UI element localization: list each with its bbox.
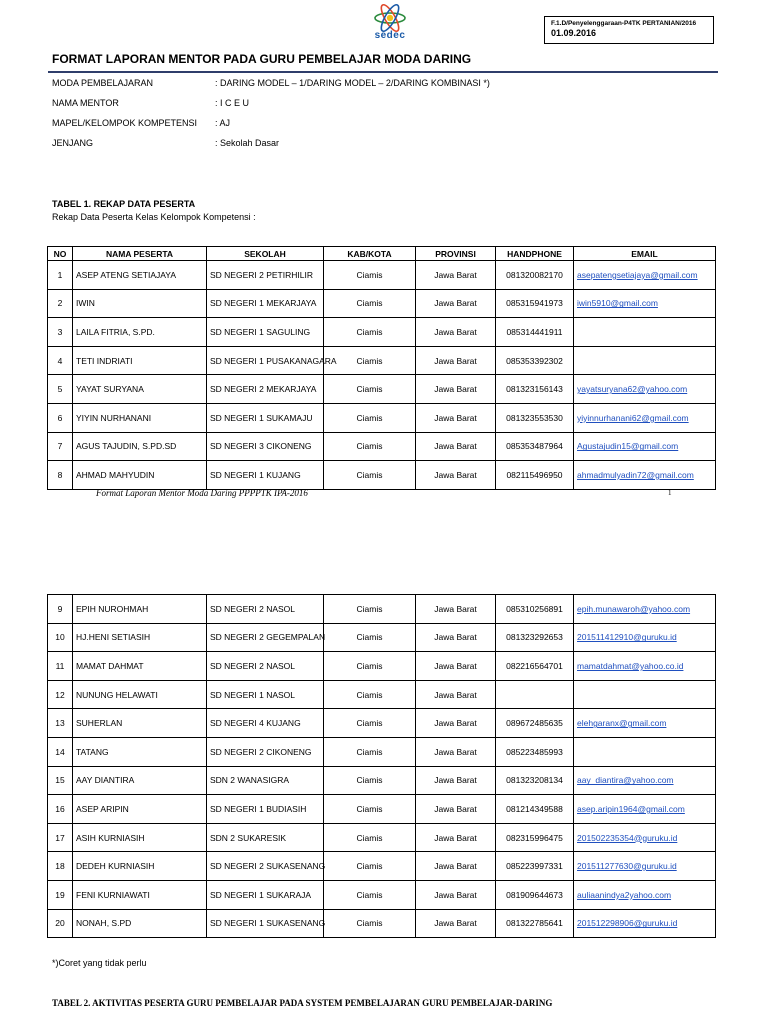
cell-kab: Ciamis bbox=[324, 652, 416, 681]
cell-nama: MAMAT DAHMAT bbox=[73, 652, 207, 681]
cell-email[interactable]: aay_diantira@yahoo.com bbox=[574, 766, 716, 795]
cell-handphone: 081323553530 bbox=[496, 403, 574, 432]
cell-email[interactable]: 201512298906@guruku.id bbox=[574, 909, 716, 938]
cell-nama: ASEP ARIPIN bbox=[73, 795, 207, 824]
cell-nama: LAILA FITRIA, S.PD. bbox=[73, 318, 207, 347]
header-nama: NAMA PESERTA bbox=[73, 247, 207, 261]
cell-kab: Ciamis bbox=[324, 595, 416, 624]
cell-no: 5 bbox=[48, 375, 73, 404]
cell-provinsi: Jawa Barat bbox=[416, 795, 496, 824]
cell-kab: Ciamis bbox=[324, 795, 416, 824]
cell-provinsi: Jawa Barat bbox=[416, 680, 496, 709]
cell-handphone bbox=[496, 680, 574, 709]
table-row bbox=[48, 766, 716, 795]
cell-handphone: 085353487964 bbox=[496, 432, 574, 461]
cell-handphone: 089672485635 bbox=[496, 709, 574, 738]
cell-email[interactable]: asep.aripin1964@gmail.com bbox=[574, 795, 716, 824]
cell-provinsi: Jawa Barat bbox=[416, 909, 496, 938]
cell-sekolah: SD NEGERI 1 SUKAMAJU bbox=[207, 403, 324, 432]
cell-handphone: 082216564701 bbox=[496, 652, 574, 681]
cell-provinsi: Jawa Barat bbox=[416, 852, 496, 881]
cell-nama: AAY DIANTIRA bbox=[73, 766, 207, 795]
cell-email[interactable]: elehgaranx@gmail.com bbox=[574, 709, 716, 738]
cell-no: 4 bbox=[48, 346, 73, 375]
table-row bbox=[48, 403, 716, 432]
cell-handphone: 085310256891 bbox=[496, 595, 574, 624]
cell-no: 8 bbox=[48, 461, 73, 490]
cell-provinsi: Jawa Barat bbox=[416, 709, 496, 738]
table-row bbox=[48, 737, 716, 766]
cell-nama: AGUS TAJUDIN, S.PD.SD bbox=[73, 432, 207, 461]
cell-email[interactable]: epih.munawaroh@yahoo.com bbox=[574, 595, 716, 624]
cell-email[interactable]: ahmadmulyadin72@gmail.com bbox=[574, 461, 716, 490]
table-row bbox=[48, 795, 716, 824]
header-email: EMAIL bbox=[574, 247, 716, 261]
cell-handphone: 081323292653 bbox=[496, 623, 574, 652]
table2-title: TABEL 2. AKTIVITAS PESERTA GURU PEMBELAJAR PADA SYSTEM PEMBELAJARAN GURU PEMBELAJAR-DARING bbox=[52, 998, 553, 1008]
cell-provinsi: Jawa Barat bbox=[416, 289, 496, 318]
cell-email bbox=[574, 737, 716, 766]
table-row bbox=[48, 623, 716, 652]
cell-sekolah: SD NEGERI 1 SUKARAJA bbox=[207, 880, 324, 909]
cell-no: 20 bbox=[48, 909, 73, 938]
cell-email bbox=[574, 346, 716, 375]
cell-kab: Ciamis bbox=[324, 375, 416, 404]
document-date: 01.09.2016 bbox=[551, 28, 597, 38]
page-title: FORMAT LAPORAN MENTOR PADA GURU PEMBELAJAR MODA DARING bbox=[52, 52, 472, 66]
logo-text: sedec bbox=[374, 30, 406, 41]
cell-kab: Ciamis bbox=[324, 909, 416, 938]
cell-no: 9 bbox=[48, 595, 73, 624]
cell-no: 11 bbox=[48, 652, 73, 681]
cell-no: 1 bbox=[48, 261, 73, 290]
cell-provinsi: Jawa Barat bbox=[416, 766, 496, 795]
info-value-jenjang: : Sekolah Dasar bbox=[215, 138, 280, 148]
cell-kab: Ciamis bbox=[324, 403, 416, 432]
cell-handphone: 085315941973 bbox=[496, 289, 574, 318]
header-no: NO bbox=[48, 247, 73, 261]
cell-sekolah: SD NEGERI 2 NASOL bbox=[207, 652, 324, 681]
cell-sekolah: SD NEGERI 2 MEKARJAYA bbox=[207, 375, 324, 404]
cell-no: 7 bbox=[48, 432, 73, 461]
cell-provinsi: Jawa Barat bbox=[416, 346, 496, 375]
cell-email[interactable]: Agustajudin15@gmail.com bbox=[574, 432, 716, 461]
cell-handphone: 081320082170 bbox=[496, 261, 574, 290]
cell-provinsi: Jawa Barat bbox=[416, 652, 496, 681]
cell-kab: Ciamis bbox=[324, 709, 416, 738]
cell-email[interactable]: 201502235354@guruku.id bbox=[574, 823, 716, 852]
table-row bbox=[48, 680, 716, 709]
cell-sekolah: SD NEGERI 1 SAGULING bbox=[207, 318, 324, 347]
table-row bbox=[48, 346, 716, 375]
cell-nama: NUNUNG HELAWATI bbox=[73, 680, 207, 709]
cell-kab: Ciamis bbox=[324, 737, 416, 766]
cell-kab: Ciamis bbox=[324, 623, 416, 652]
table-row bbox=[48, 652, 716, 681]
cell-provinsi: Jawa Barat bbox=[416, 880, 496, 909]
table-row bbox=[48, 461, 716, 490]
info-value-mapel: : AJ bbox=[215, 118, 231, 128]
info-label-mapel: MAPEL/KELOMPOK KOMPETENSI bbox=[52, 118, 198, 128]
cell-nama: EPIH NUROHMAH bbox=[73, 595, 207, 624]
cell-sekolah: SD NEGERI 1 SUKASENANG bbox=[207, 909, 324, 938]
cell-sekolah: SD NEGERI 1 BUDIASIH bbox=[207, 795, 324, 824]
header-provinsi: PROVINSI bbox=[416, 247, 496, 261]
info-label-moda: MODA PEMBELAJARAN bbox=[52, 78, 154, 88]
cell-nama: FENI KURNIAWATI bbox=[73, 880, 207, 909]
cell-nama: IWIN bbox=[73, 289, 207, 318]
table-row bbox=[48, 909, 716, 938]
cell-kab: Ciamis bbox=[324, 346, 416, 375]
cell-handphone: 085223997331 bbox=[496, 852, 574, 881]
table-row bbox=[48, 375, 716, 404]
cell-provinsi: Jawa Barat bbox=[416, 623, 496, 652]
cell-no: 10 bbox=[48, 623, 73, 652]
cell-nama: YIYIN NURHANANI bbox=[73, 403, 207, 432]
table-row bbox=[48, 432, 716, 461]
cell-kab: Ciamis bbox=[324, 766, 416, 795]
cell-sekolah: SD NEGERI 1 PUSAKANAGARA bbox=[207, 346, 324, 375]
table-row bbox=[48, 823, 716, 852]
cell-email[interactable]: mamatdahmat@yahoo.co.id bbox=[574, 652, 716, 681]
cell-provinsi: Jawa Barat bbox=[416, 823, 496, 852]
cell-kab: Ciamis bbox=[324, 880, 416, 909]
header-sekolah: SEKOLAH bbox=[207, 247, 324, 261]
cell-kab: Ciamis bbox=[324, 432, 416, 461]
cell-sekolah: SD NEGERI 2 GEGEMPALAN bbox=[207, 623, 324, 652]
cell-email[interactable]: yiyinnurhanani62@gmail.com bbox=[574, 403, 716, 432]
cell-no: 15 bbox=[48, 766, 73, 795]
cell-sekolah: SD NEGERI 3 CIKONENG bbox=[207, 432, 324, 461]
info-label-jenjang: JENJANG bbox=[52, 138, 94, 148]
cell-handphone: 085223485993 bbox=[496, 737, 574, 766]
cell-provinsi: Jawa Barat bbox=[416, 318, 496, 347]
cell-email bbox=[574, 318, 716, 347]
cell-sekolah: SD NEGERI 2 NASOL bbox=[207, 595, 324, 624]
header-kab: KAB/KOTA bbox=[324, 247, 416, 261]
cell-handphone: 081909644673 bbox=[496, 880, 574, 909]
cell-no: 19 bbox=[48, 880, 73, 909]
cell-handphone: 081322785641 bbox=[496, 909, 574, 938]
table-row bbox=[48, 852, 716, 881]
title-divider bbox=[48, 71, 718, 73]
page-number: 1 bbox=[668, 489, 672, 497]
cell-provinsi: Jawa Barat bbox=[416, 432, 496, 461]
page-footer: Format Laporan Mentor Moda Daring PPPPTK IPA-2016 bbox=[96, 488, 308, 498]
cell-nama: TETI INDRIATI bbox=[73, 346, 207, 375]
cell-provinsi: Jawa Barat bbox=[416, 461, 496, 490]
cell-handphone: 085353392302 bbox=[496, 346, 574, 375]
cell-handphone: 085314441911 bbox=[496, 318, 574, 347]
info-label-mentor: NAMA MENTOR bbox=[52, 98, 119, 108]
document-code: F.1.D/Penyelenggaraan-P4TK PERTANIAN/2016 bbox=[551, 20, 697, 27]
cell-kab: Ciamis bbox=[324, 261, 416, 290]
cell-provinsi: Jawa Barat bbox=[416, 261, 496, 290]
cell-sekolah: SDN 2 SUKARESIK bbox=[207, 823, 324, 852]
footnote: *)Coret yang tidak perlu bbox=[52, 958, 147, 968]
cell-sekolah: SD NEGERI 1 KUJANG bbox=[207, 461, 324, 490]
info-value-mentor: : I C E U bbox=[215, 98, 250, 108]
document-code-box bbox=[544, 16, 714, 44]
table-row bbox=[48, 880, 716, 909]
info-value-moda: : DARING MODEL – 1/DARING MODEL – 2/DARING KOMBINASI *) bbox=[215, 78, 490, 88]
cell-no: 14 bbox=[48, 737, 73, 766]
cell-no: 16 bbox=[48, 795, 73, 824]
cell-nama: ASEP ATENG SETIAJAYA bbox=[73, 261, 207, 290]
cell-handphone: 081323208134 bbox=[496, 766, 574, 795]
cell-provinsi: Jawa Barat bbox=[416, 403, 496, 432]
cell-handphone: 082315996475 bbox=[496, 823, 574, 852]
table-row bbox=[48, 318, 716, 347]
cell-email[interactable]: iwin5910@gmail.com bbox=[574, 289, 716, 318]
cell-sekolah: SD NEGERI 1 MEKARJAYA bbox=[207, 289, 324, 318]
cell-kab: Ciamis bbox=[324, 852, 416, 881]
cell-no: 12 bbox=[48, 680, 73, 709]
table-row bbox=[48, 261, 716, 290]
cell-no: 3 bbox=[48, 318, 73, 347]
cell-sekolah: SD NEGERI 2 CIKONENG bbox=[207, 737, 324, 766]
cell-provinsi: Jawa Barat bbox=[416, 737, 496, 766]
cell-kab: Ciamis bbox=[324, 318, 416, 347]
cell-email[interactable]: 201511277630@guruku.id bbox=[574, 852, 716, 881]
table1-subtitle: Rekap Data Peserta Kelas Kelompok Kompetensi : bbox=[52, 212, 256, 222]
cell-sekolah: SDN 2 WANASIGRA bbox=[207, 766, 324, 795]
table-row bbox=[48, 709, 716, 738]
cell-nama: ASIH KURNIASIH bbox=[73, 823, 207, 852]
cell-nama: DEDEH KURNIASIH bbox=[73, 852, 207, 881]
cell-nama: TATANG bbox=[73, 737, 207, 766]
table1-title: TABEL 1. REKAP DATA PESERTA bbox=[52, 199, 196, 209]
cell-nama: HJ.HENI SETIASIH bbox=[73, 623, 207, 652]
cell-handphone: 081214349588 bbox=[496, 795, 574, 824]
cell-no: 17 bbox=[48, 823, 73, 852]
cell-nama: AHMAD MAHYUDIN bbox=[73, 461, 207, 490]
table-row bbox=[48, 289, 716, 318]
cell-handphone: 082115496950 bbox=[496, 461, 574, 490]
cell-no: 6 bbox=[48, 403, 73, 432]
cell-handphone: 081323156143 bbox=[496, 375, 574, 404]
cell-nama: SUHERLAN bbox=[73, 709, 207, 738]
cell-email[interactable]: asepatengsetiajaya@gmail.com bbox=[574, 261, 716, 290]
cell-no: 18 bbox=[48, 852, 73, 881]
header-handphone: HANDPHONE bbox=[496, 247, 574, 261]
cell-kab: Ciamis bbox=[324, 823, 416, 852]
cell-no: 13 bbox=[48, 709, 73, 738]
cell-kab: Ciamis bbox=[324, 461, 416, 490]
cell-email[interactable]: yayatsuryana62@yahoo.com bbox=[574, 375, 716, 404]
cell-kab: Ciamis bbox=[324, 680, 416, 709]
cell-nama: YAYAT SURYANA bbox=[73, 375, 207, 404]
cell-email bbox=[574, 680, 716, 709]
cell-sekolah: SD NEGERI 1 NASOL bbox=[207, 680, 324, 709]
cell-kab: Ciamis bbox=[324, 289, 416, 318]
cell-sekolah: SD NEGERI 2 SUKASENANG bbox=[207, 852, 324, 881]
participants-table-page2 bbox=[47, 594, 716, 938]
cell-provinsi: Jawa Barat bbox=[416, 595, 496, 624]
cell-no: 2 bbox=[48, 289, 73, 318]
cell-email[interactable]: 201511412910@guruku.id bbox=[574, 623, 716, 652]
cell-provinsi: Jawa Barat bbox=[416, 375, 496, 404]
cell-sekolah: SD NEGERI 4 KUJANG bbox=[207, 709, 324, 738]
participants-table-page1 bbox=[47, 246, 716, 490]
table-header-row bbox=[48, 247, 716, 261]
table-row bbox=[48, 595, 716, 624]
cell-nama: NONAH, S.PD bbox=[73, 909, 207, 938]
cell-sekolah: SD NEGERI 2 PETIRHILIR bbox=[207, 261, 324, 290]
cell-email[interactable]: auliaanindya2yahoo.com bbox=[574, 880, 716, 909]
